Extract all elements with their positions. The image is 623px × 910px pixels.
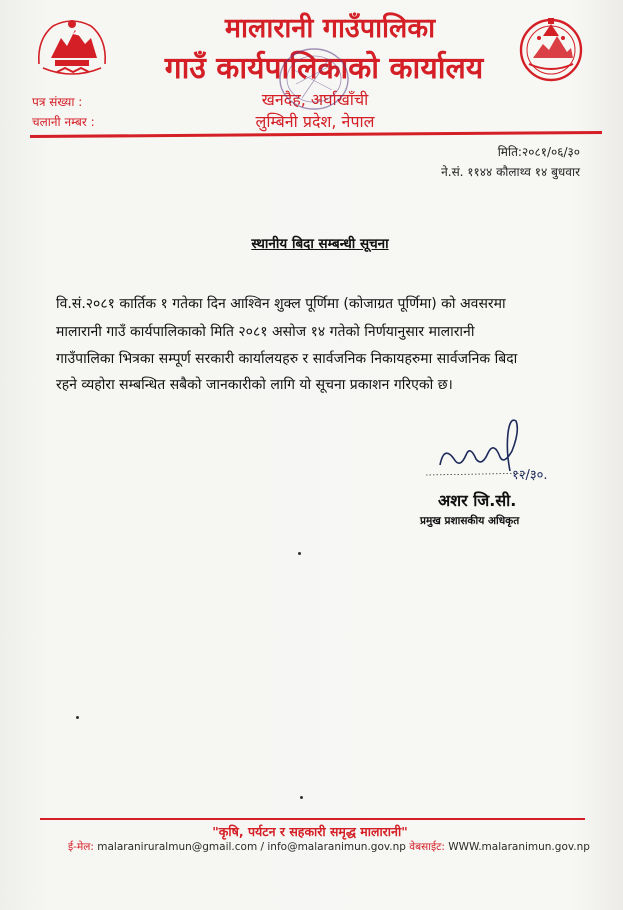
province-country: लुम्बिनी प्रदेश, नेपाल xyxy=(255,112,375,131)
nepal-sambat-date: ने.सं. ११४४ कौलाथ्व १४ बुधवार xyxy=(441,165,580,179)
dispatch-number-label: चलानी नम्बर : xyxy=(32,115,95,129)
footer-motto: "कृषि, पर्यटन र सहकारी समृद्ध मालारानी" xyxy=(212,824,408,839)
body-line-1: वि.सं.२०८१ कार्तिक १ गतेका दिन आश्विन शुक्ल पूर्णिमा (कोजाग्रत पूर्णिमा) को अवसरमा xyxy=(56,296,506,312)
municipality-name-heading: मालारानी गाउँपालिका xyxy=(224,13,436,44)
website-label: वेबसाईट: xyxy=(409,841,445,853)
nepal-coat-of-arms-emblem xyxy=(33,14,111,84)
body-line-4: रहने व्यहोरा सम्बन्धित सबैको जानकारीको लागि यो सूचना प्रकाशन गरिएको छ। xyxy=(56,377,453,393)
office-location: खनदैह, अर्घाखाँची xyxy=(261,90,369,109)
letter-date: मिति:२०८१/०६/३० xyxy=(497,145,580,159)
office-name-heading: गाउँ कार्यपालिकाको कार्यालय xyxy=(164,51,484,86)
municipality-logo-emblem xyxy=(515,14,587,82)
footer-divider-line xyxy=(40,818,585,820)
handwritten-signature xyxy=(420,415,550,485)
email-addresses: malaraniruralmun@gmail.com / info@malaranimun.gov.np xyxy=(97,841,406,853)
header-divider-line xyxy=(30,131,602,138)
website-url: WWW.malaranimun.gov.np xyxy=(448,841,590,853)
body-line-2: मालारानी गाउँ कार्यपालिकाको मिति २०८१ असोज १४ गतेको निर्णयानुसार मालारानी xyxy=(56,324,475,340)
signatory-name: अशर जि.सी. xyxy=(438,491,517,510)
office-seal-stamp xyxy=(272,40,356,118)
paper-speck xyxy=(76,716,79,719)
email-label: ई-मेल: xyxy=(68,841,94,853)
paper-speck xyxy=(298,552,301,555)
notice-subject-heading: स्थानीय बिदा सम्बन्धी सूचना xyxy=(251,236,389,252)
signatory-designation: प्रमुख प्रशासकीय अधिकृत xyxy=(420,515,520,527)
signature-date: १२/३०. xyxy=(512,468,548,483)
footer-contact xyxy=(68,840,590,854)
reference-number-label: पत्र संख्या : xyxy=(32,95,83,109)
paper-speck xyxy=(300,796,303,799)
body-line-3: गाउँपालिका भित्रका सम्पूर्ण सरकारी कार्यालयहरु र सार्वजनिक निकायहरुमा सार्वजनिक बिदा xyxy=(56,351,518,367)
